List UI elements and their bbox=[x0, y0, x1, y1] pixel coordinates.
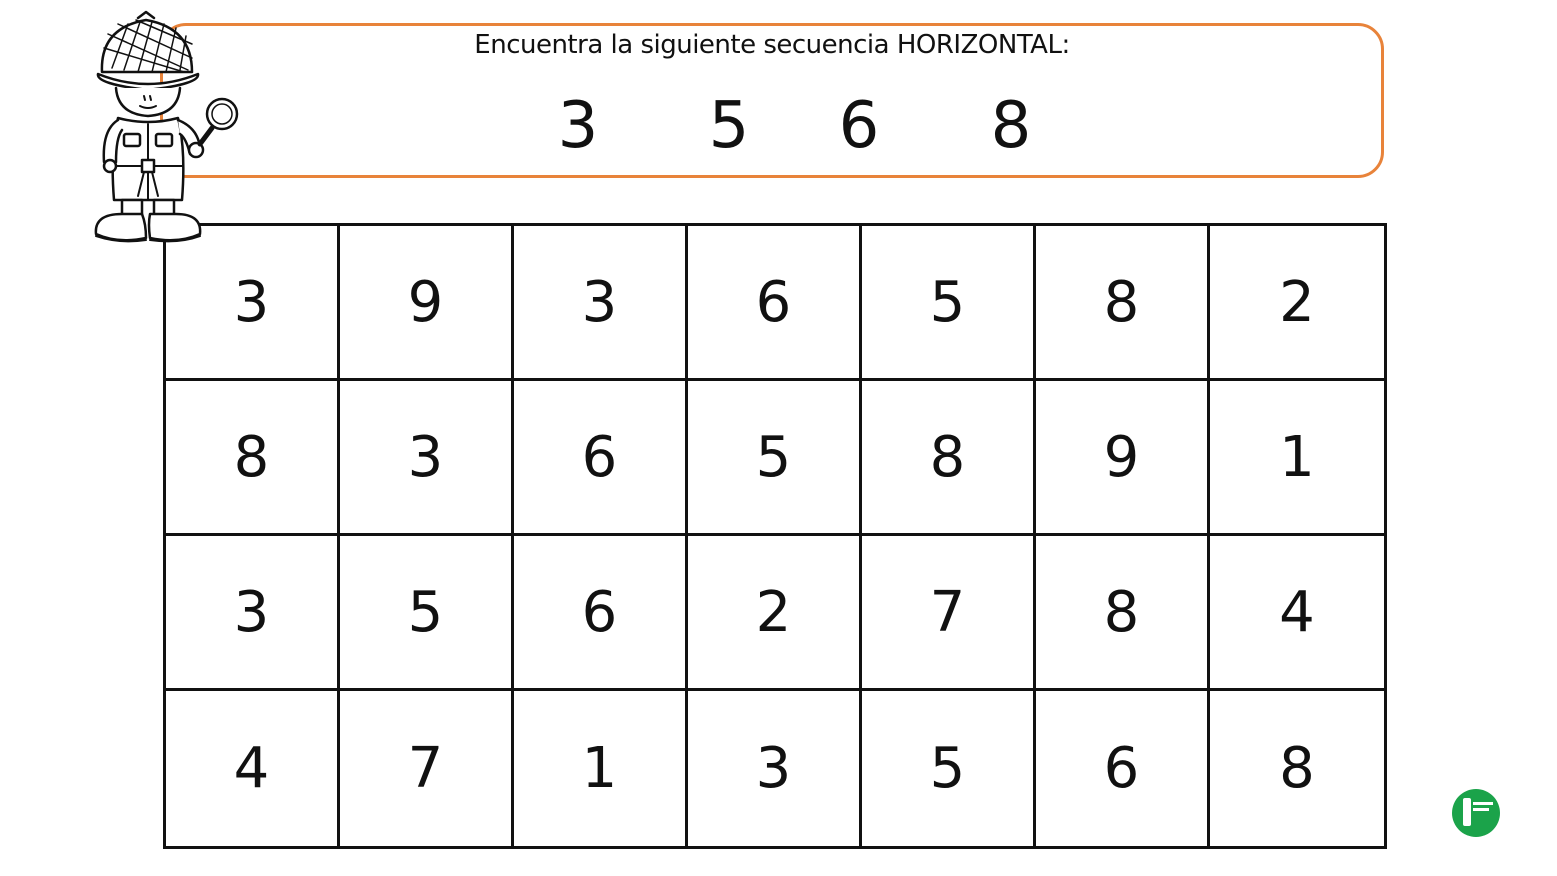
grid-cell[interactable]: 5 bbox=[862, 226, 1036, 381]
grid-cell[interactable]: 5 bbox=[688, 381, 862, 536]
sequence-number: 5 bbox=[708, 89, 750, 163]
grid-cell[interactable]: 6 bbox=[514, 381, 688, 536]
grid-cell[interactable]: 9 bbox=[1036, 381, 1210, 536]
grid-cell[interactable]: 6 bbox=[1036, 691, 1210, 846]
pencil-logo-icon bbox=[1452, 789, 1500, 837]
grid-cell[interactable]: 4 bbox=[1210, 536, 1384, 691]
grid-cell[interactable]: 3 bbox=[514, 226, 688, 381]
grid-cell[interactable]: 7 bbox=[340, 691, 514, 846]
grid-cell[interactable]: 3 bbox=[166, 226, 340, 381]
grid-cell[interactable]: 9 bbox=[340, 226, 514, 381]
grid-cell[interactable]: 5 bbox=[340, 536, 514, 691]
grid-cell[interactable]: 4 bbox=[166, 691, 340, 846]
number-grid bbox=[163, 223, 1387, 849]
grid-cell[interactable]: 8 bbox=[1036, 536, 1210, 691]
grid-cell[interactable]: 8 bbox=[1279, 736, 1315, 801]
sequence-number: 6 bbox=[838, 89, 880, 163]
grid-cell[interactable]: 2 bbox=[688, 536, 862, 691]
grid-cell[interactable]: 8 bbox=[166, 381, 340, 536]
grid-cell[interactable]: 5 bbox=[862, 691, 1036, 846]
instruction-text: Encuentra la siguiente secuencia HORIZONTAL: bbox=[474, 30, 1070, 60]
grid-cell[interactable]: 6 bbox=[688, 226, 862, 381]
sequence-number: 8 bbox=[990, 89, 1032, 163]
sequence-number: 3 bbox=[557, 89, 599, 163]
grid-cell[interactable]: 7 bbox=[862, 536, 1036, 691]
grid-cell[interactable]: 2 bbox=[1210, 226, 1384, 381]
detective-kid-with-magnifying-glass-icon bbox=[88, 10, 248, 250]
grid-cell[interactable]: 3 bbox=[688, 691, 862, 846]
grid-cell[interactable]: 8 bbox=[1036, 226, 1210, 381]
grid-cell[interactable]: 1 bbox=[514, 691, 688, 846]
grid-cell[interactable]: 3 bbox=[166, 536, 340, 691]
grid-cell[interactable]: 3 bbox=[340, 381, 514, 536]
grid-cell[interactable]: 6 bbox=[514, 536, 688, 691]
grid-cell[interactable]: 8 bbox=[862, 381, 1036, 536]
grid-cell[interactable]: 1 bbox=[1210, 381, 1384, 536]
